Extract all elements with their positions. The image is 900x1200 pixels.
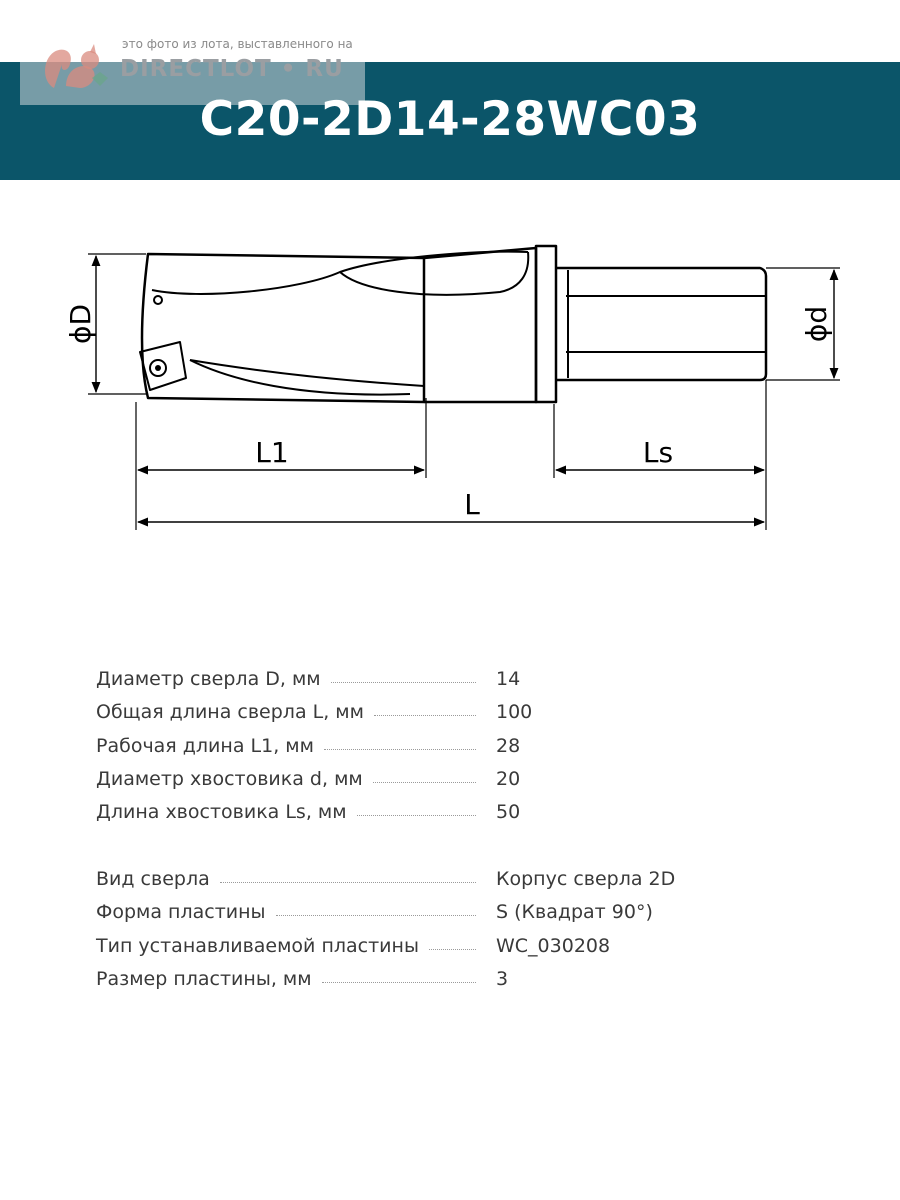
dim-label-L: L bbox=[464, 488, 480, 521]
spec-row bbox=[96, 768, 716, 801]
spec-value: 20 bbox=[496, 767, 521, 790]
spec-row bbox=[96, 735, 716, 768]
dot-leader bbox=[276, 915, 476, 916]
spec-label: Форма пластины bbox=[96, 901, 266, 924]
drill-technical-drawing bbox=[0, 230, 900, 550]
spec-label: Тип устанавливаемой пластины bbox=[96, 934, 419, 957]
spec-value: 3 bbox=[496, 967, 509, 990]
watermark-caption: это фото из лота, выставленного на bbox=[122, 37, 353, 51]
dimension-specs-list bbox=[96, 668, 716, 834]
dim-label-L1: L1 bbox=[255, 436, 289, 469]
dim-label-D: ϕD bbox=[64, 303, 97, 345]
spec-label: Вид сверла bbox=[96, 868, 210, 890]
page-title: C20-2D14-28WC03 bbox=[199, 92, 701, 147]
spec-label: Рабочая длина L1, мм bbox=[96, 734, 314, 757]
spec-row bbox=[96, 668, 716, 701]
spec-value: 50 bbox=[496, 801, 521, 824]
dim-label-d: ϕd bbox=[800, 305, 833, 343]
dot-leader bbox=[322, 982, 476, 983]
spec-row bbox=[96, 935, 716, 968]
spec-value: 100 bbox=[496, 701, 533, 724]
drill-body-outline bbox=[142, 254, 424, 402]
spec-row bbox=[96, 968, 716, 1001]
dot-leader bbox=[220, 882, 476, 883]
dot-leader bbox=[357, 815, 476, 816]
squirrel-logo-icon bbox=[40, 38, 110, 94]
spec-row bbox=[96, 901, 716, 934]
dot-leader bbox=[324, 749, 476, 750]
watermark-brand: DIRECTLOT • RU bbox=[120, 56, 344, 82]
spec-row bbox=[96, 868, 716, 901]
spec-label: Общая длина сверла L, мм bbox=[96, 701, 364, 724]
spec-label: Длина хвостовика Ls, мм bbox=[96, 801, 347, 824]
spec-value: 14 bbox=[496, 668, 521, 690]
spec-label: Размер пластины, мм bbox=[96, 967, 312, 990]
spec-row bbox=[96, 801, 716, 834]
spec-label: Диаметр сверла D, мм bbox=[96, 668, 321, 690]
dot-leader bbox=[429, 949, 476, 950]
spec-label: Диаметр хвостовика d, мм bbox=[96, 767, 363, 790]
spec-value: Корпус сверла 2D bbox=[496, 868, 676, 890]
dot-leader bbox=[374, 715, 476, 716]
dot-leader bbox=[331, 682, 476, 683]
insert-specs-list bbox=[96, 868, 716, 1001]
spec-value: S (Квадрат 90°) bbox=[496, 901, 653, 924]
spec-row bbox=[96, 701, 716, 734]
spec-value: WC_030208 bbox=[496, 934, 611, 957]
dot-leader bbox=[373, 782, 476, 783]
dim-label-Ls: Ls bbox=[642, 436, 674, 469]
spec-value: 28 bbox=[496, 734, 521, 757]
